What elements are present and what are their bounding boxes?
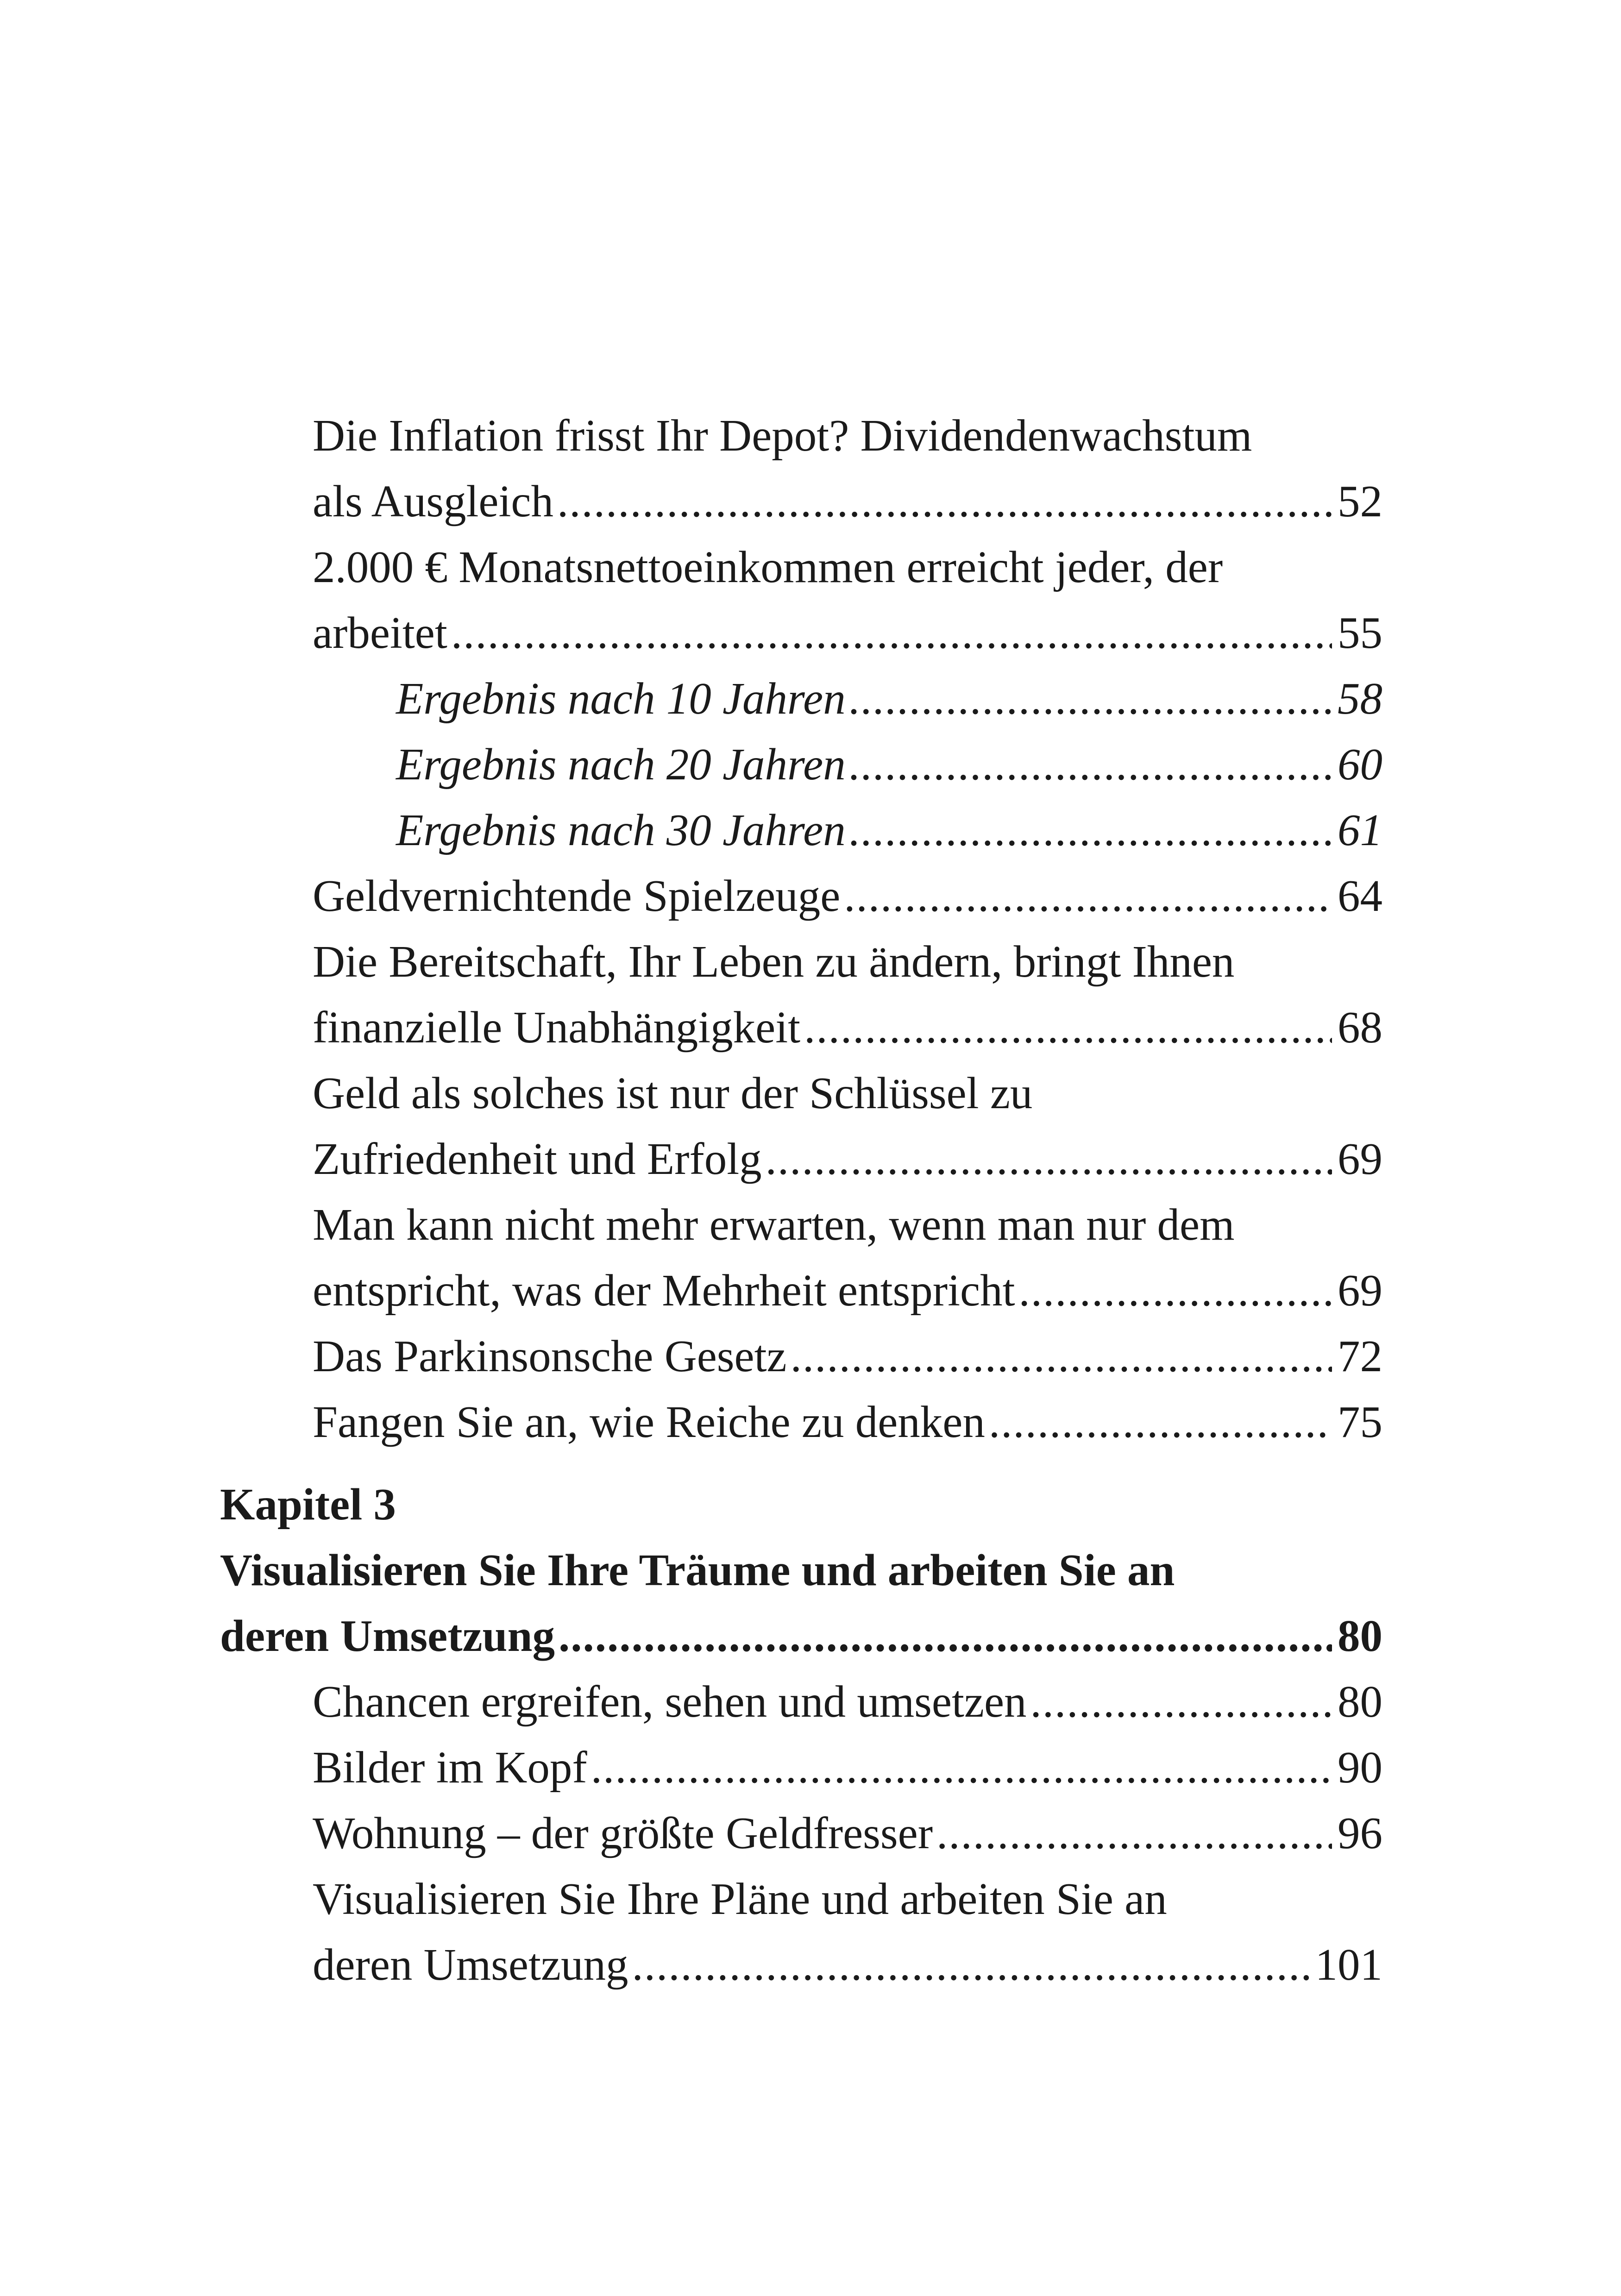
dot-leader — [559, 1603, 1332, 1669]
toc-subentry — [220, 797, 1382, 863]
toc-page-number: 90 — [1338, 1743, 1382, 1792]
dot-leader — [791, 1324, 1332, 1389]
toc-entry-line — [220, 469, 1382, 534]
toc-page-number: 58 — [1338, 674, 1382, 723]
toc-page-number: 60 — [1338, 740, 1382, 789]
toc-page-number: 101 — [1315, 1940, 1382, 1989]
toc-subentry — [220, 666, 1382, 732]
toc-entry-title: Chancen ergreifen, sehen und umsetzen — [313, 1677, 1027, 1726]
toc-entry-title: Das Parkinsonsche Gesetz — [313, 1331, 787, 1381]
dot-leader — [804, 995, 1332, 1060]
toc-entry-line — [220, 1800, 1382, 1866]
dot-leader — [591, 1735, 1332, 1800]
table-of-contents — [220, 403, 1382, 1998]
dot-leader — [849, 666, 1332, 732]
toc-entry-line — [220, 863, 1382, 929]
dot-leader — [936, 1800, 1332, 1866]
chapter-title-line — [220, 1537, 1382, 1603]
dot-leader — [844, 863, 1332, 929]
dot-leader — [632, 1932, 1309, 1998]
toc-entry-line — [220, 929, 1382, 995]
toc-entry-title: Fangen Sie an, wie Reiche zu denken — [313, 1397, 985, 1447]
toc-page-number: 69 — [1338, 1266, 1382, 1315]
toc-entry-title: entspricht, was der Mehrheit entspricht — [313, 1266, 1015, 1315]
toc-page-number: 61 — [1338, 805, 1382, 855]
toc-entry-title: als Ausgleich — [313, 477, 553, 526]
toc-entry-title: Visualisieren Sie Ihre Pläne und arbeiten Sie an — [313, 1874, 1167, 1924]
toc-entry-title: Geld als solches ist nur der Schlüssel zu — [313, 1068, 1033, 1118]
chapter-title-line — [220, 1603, 1382, 1669]
toc-entry-title: Ergebnis nach 10 Jahren — [396, 674, 846, 723]
toc-entry-line — [220, 1192, 1382, 1258]
toc-page-number: 80 — [1338, 1611, 1382, 1661]
toc-page-number: 55 — [1338, 608, 1382, 658]
toc-subentry — [220, 732, 1382, 797]
toc-entry-line — [220, 1126, 1382, 1192]
toc-page-number: 75 — [1338, 1397, 1382, 1447]
toc-page-number: 68 — [1338, 1003, 1382, 1052]
dot-leader — [849, 732, 1332, 797]
toc-entry-title: Geldvernichtende Spielzeuge — [313, 871, 841, 921]
dot-leader — [1030, 1669, 1332, 1735]
toc-entry-title: 2.000 € Monatsnettoeinkommen erreicht jeder, der — [313, 542, 1223, 592]
toc-page-number: 96 — [1338, 1808, 1382, 1858]
chapter-title: Visualisieren Sie Ihre Träume und arbeiten Sie an — [220, 1545, 1175, 1595]
toc-page-number: 69 — [1338, 1134, 1382, 1184]
toc-entry-title: Ergebnis nach 20 Jahren — [396, 740, 846, 789]
chapter-title: deren Umsetzung — [220, 1611, 555, 1661]
toc-entry-line — [220, 995, 1382, 1060]
toc-entry-title: Die Bereitschaft, Ihr Leben zu ändern, bringt Ihnen — [313, 937, 1235, 986]
chapter-number: Kapitel 3 — [220, 1480, 396, 1529]
toc-entry-line — [220, 1932, 1382, 1998]
toc-entry-line — [220, 1735, 1382, 1800]
toc-page-number: 80 — [1338, 1677, 1382, 1726]
toc-entry-title: Ergebnis nach 30 Jahren — [396, 805, 846, 855]
toc-entry-line — [220, 600, 1382, 666]
toc-entry-line — [220, 1060, 1382, 1126]
toc-entry-title: deren Umsetzung — [313, 1940, 628, 1989]
toc-entry-title: Man kann nicht mehr erwarten, wenn man nur dem — [313, 1200, 1235, 1249]
dot-leader — [1019, 1258, 1332, 1324]
toc-entry-title: Wohnung – der größte Geldfresser — [313, 1808, 933, 1858]
toc-entry-line — [220, 1866, 1382, 1932]
toc-entry-title: arbeitet — [313, 608, 447, 658]
toc-entry-title: Die Inflation frisst Ihr Depot? Dividendenwachstum — [313, 411, 1252, 460]
toc-entry-line — [220, 1669, 1382, 1735]
toc-entry-line — [220, 1389, 1382, 1455]
spacer — [220, 1455, 1382, 1472]
toc-entry-title: finanzielle Unabhängigkeit — [313, 1003, 801, 1052]
toc-entry-title: Bilder im Kopf — [313, 1743, 587, 1792]
dot-leader — [451, 600, 1332, 666]
dot-leader — [557, 469, 1332, 534]
chapter-label — [220, 1472, 1382, 1537]
toc-entry-line — [220, 1324, 1382, 1389]
toc-entry-line — [220, 534, 1382, 600]
toc-page-number: 72 — [1338, 1331, 1382, 1381]
toc-page-number: 64 — [1338, 871, 1382, 921]
toc-entry-line — [220, 1258, 1382, 1324]
toc-entry-title: Zufriedenheit und Erfolg — [313, 1134, 762, 1184]
dot-leader — [849, 797, 1332, 863]
dot-leader — [766, 1126, 1332, 1192]
dot-leader — [989, 1389, 1332, 1455]
toc-page-number: 52 — [1338, 477, 1382, 526]
toc-entry-line — [220, 403, 1382, 469]
